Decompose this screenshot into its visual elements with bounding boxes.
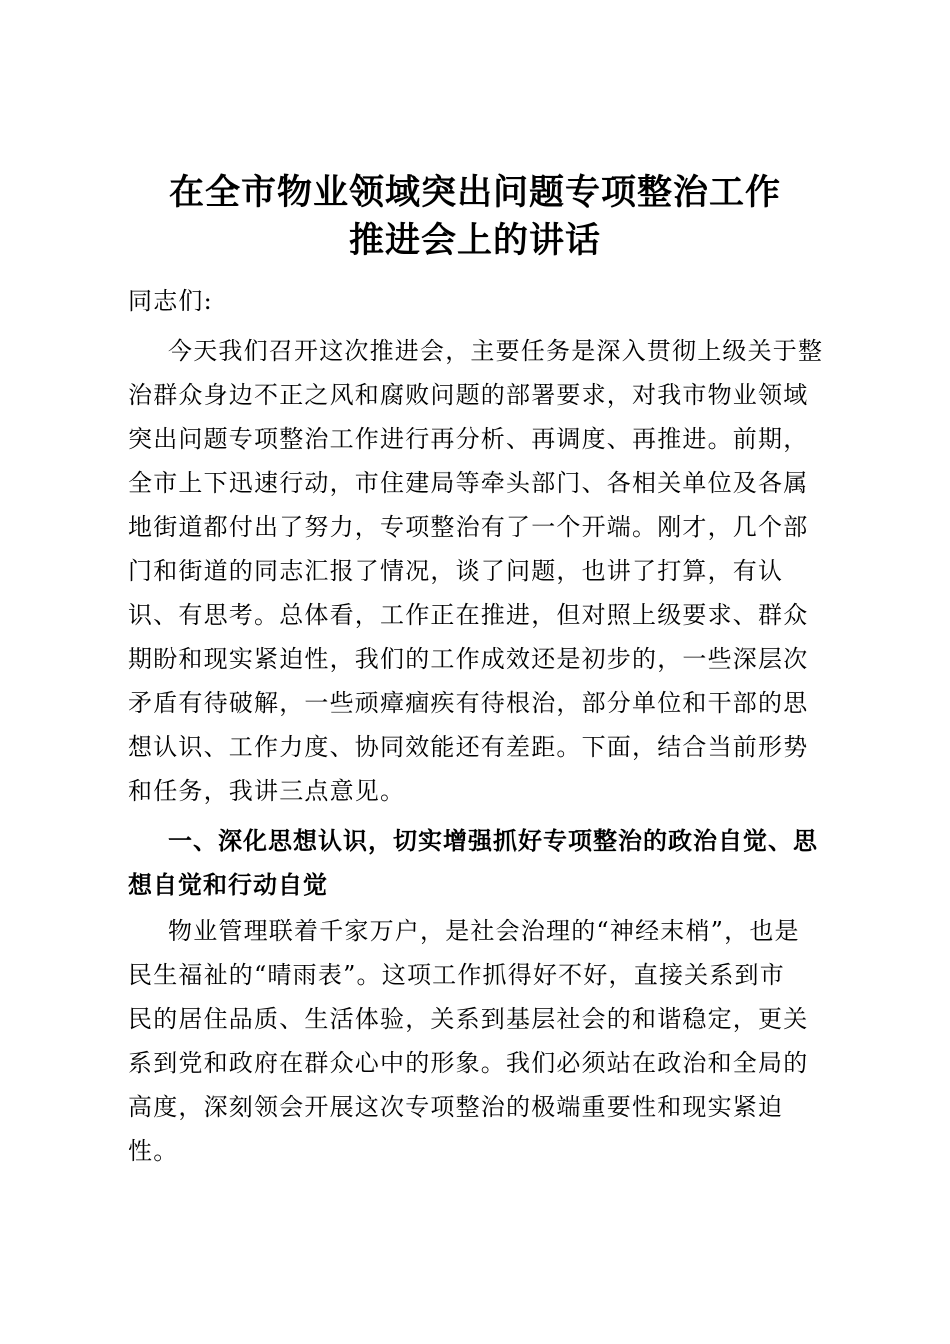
- paragraph-1-line: 治群众身边不正之风和腐败问题的部署要求，对我市物业领域: [128, 381, 809, 409]
- paragraph-2-line: 民生福祉的“晴雨表”。这项工作抓得好不好，直接关系到市: [128, 961, 785, 989]
- paragraph-1-line: 和任务，我讲三点意见。: [128, 777, 406, 805]
- paragraph-2-line: 性。: [128, 1137, 179, 1165]
- paragraph-1-line: 地街道都付出了努力，专项整治有了一个开端。刚才，几个部: [128, 513, 809, 541]
- paragraph-1-line: 突出问题专项整治工作进行再分析、再调度、再推进。前期，: [128, 425, 809, 453]
- paragraph-2-line: 物业管理联着千家万户，是社会治理的“神经末梢”，也是: [168, 917, 800, 945]
- paragraph-1-line: 今天我们召开这次推进会，主要任务是深入贯彻上级关于整: [168, 337, 824, 365]
- paragraph-1-line: 全市上下迅速行动，市住建局等牵头部门、各相关单位及各属: [128, 469, 809, 497]
- document-title-line-1: 在全市物业领域突出问题专项整治工作: [168, 173, 781, 213]
- section-heading-line: 一、深化思想认识，切实增强抓好专项整治的政治自觉、思: [168, 827, 818, 855]
- paragraph-2-line: 民的居住品质、生活体验，关系到基层社会的和谐稳定，更关: [128, 1005, 809, 1033]
- paragraph-2-line: 系到党和政府在群众心中的形象。我们必须站在政治和全局的: [128, 1049, 809, 1077]
- paragraph-1-line: 识、有思考。总体看，工作正在推进，但对照上级要求、群众: [128, 601, 809, 629]
- paragraph-2-line: 高度，深刻领会开展这次专项整治的极端重要性和现实紧迫: [128, 1093, 784, 1121]
- salutation: 同志们:: [128, 287, 213, 315]
- paragraph-1-line: 想认识、工作力度、协同效能还有差距。下面，结合当前形势: [128, 733, 809, 761]
- section-heading-line: 想自觉和行动自觉: [128, 871, 328, 899]
- paragraph-1-line: 矛盾有待破解，一些顽瘴痼疾有待根治，部分单位和干部的思: [128, 689, 809, 717]
- paragraph-1-line: 期盼和现实紧迫性，我们的工作成效还是初步的，一些深层次: [128, 645, 809, 673]
- paragraph-1-line: 门和街道的同志汇报了情况，谈了问题，也讲了打算，有认: [128, 557, 784, 585]
- document-title-line-2: 推进会上的讲话: [348, 221, 601, 261]
